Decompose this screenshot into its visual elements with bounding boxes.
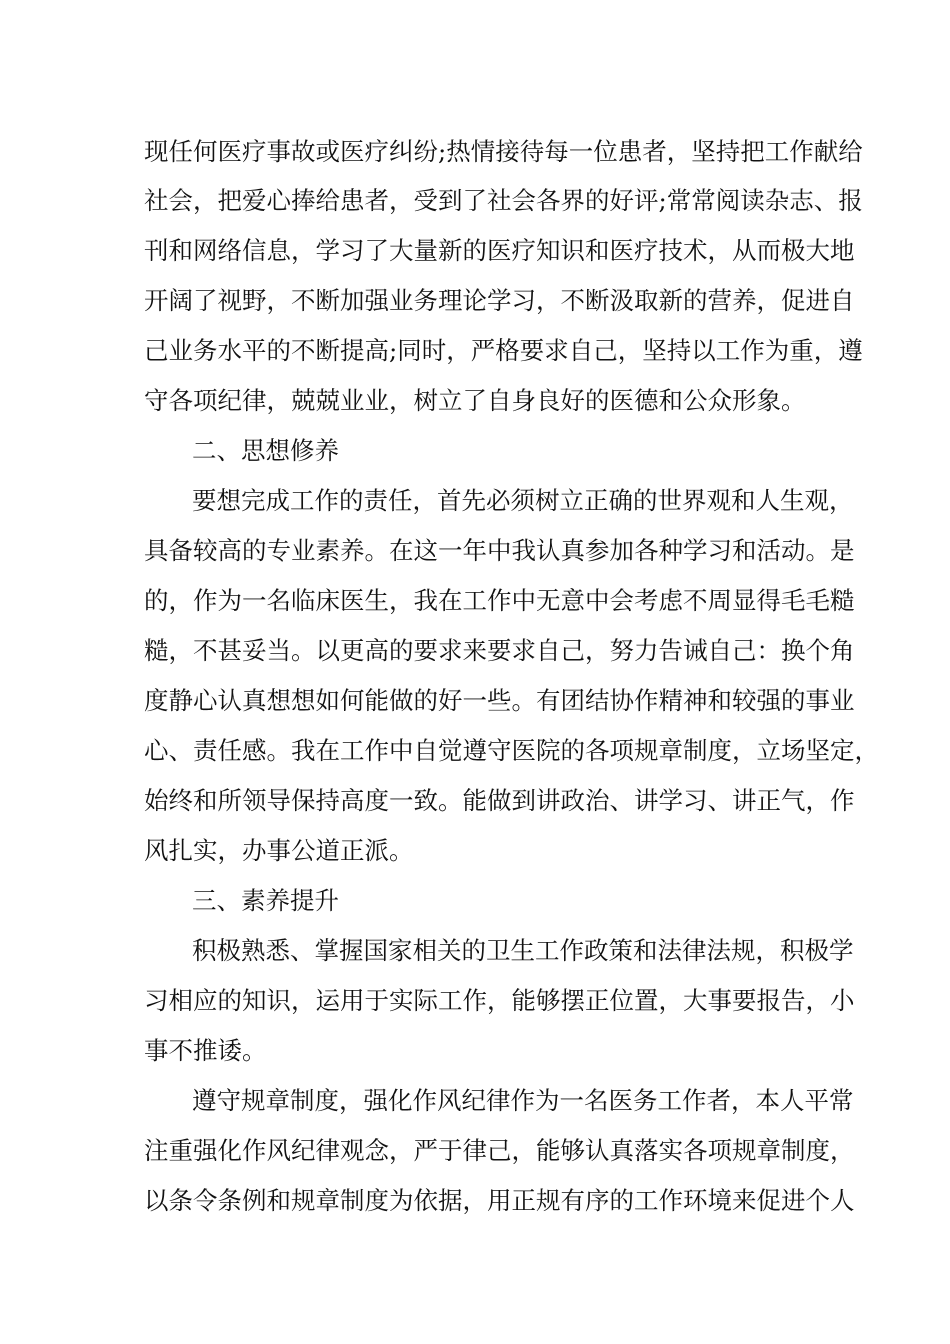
body-text-line: 以条令条例和规章制度为依据，用正规有序的工作环境来促进个人 bbox=[144, 1186, 855, 1215]
body-text-line: 注重强化作风纪律观念，严于律己，能够认真落实各项规章制度， bbox=[144, 1136, 855, 1165]
body-text-line: 刊和网络信息，学习了大量新的医疗知识和医疗技术，从而极大地 bbox=[144, 236, 855, 265]
section-heading: 二、思想修养 bbox=[192, 436, 339, 465]
body-text-line: 现任何医疗事故或医疗纠纷;热情接待每一位患者，坚持把工作献给 bbox=[144, 137, 863, 166]
body-text-line: 守各项纪律，兢兢业业，树立了自身良好的医德和公众形象。 bbox=[144, 386, 806, 415]
body-text-line: 度静心认真想想如何能做的好一些。有团结协作精神和较强的事业 bbox=[144, 686, 855, 715]
body-text-line: 具备较高的专业素养。在这一年中我认真参加各种学习和活动。是 bbox=[144, 536, 855, 565]
body-text-line: 事不推诿。 bbox=[144, 1036, 267, 1065]
body-text-line: 的，作为一名临床医生，我在工作中无意中会考虑不周显得毛毛糙 bbox=[144, 586, 855, 615]
body-text-line: 风扎实，办事公道正派。 bbox=[144, 836, 414, 865]
body-text-line: 社会，把爱心捧给患者，受到了社会各界的好评;常常阅读杂志、报 bbox=[144, 186, 863, 215]
section-heading: 三、素养提升 bbox=[192, 886, 339, 915]
body-text-line: 始终和所领导保持高度一致。能做到讲政治、讲学习、讲正气，作 bbox=[144, 786, 855, 815]
body-text-line: 要想完成工作的责任，首先必须树立正确的世界观和人生观， bbox=[192, 486, 854, 515]
body-text-line: 己业务水平的不断提高;同时，严格要求自己，坚持以工作为重，遵 bbox=[144, 336, 863, 365]
body-text-line: 积极熟悉、掌握国家相关的卫生工作政策和法律法规，积极学 bbox=[192, 936, 854, 965]
body-text-line: 遵守规章制度，强化作风纪律作为一名医务工作者，本人平常 bbox=[192, 1086, 854, 1115]
body-text-line: 习相应的知识，运用于实际工作，能够摆正位置，大事要报告，小 bbox=[144, 986, 855, 1015]
body-text-line: 开阔了视野，不断加强业务理论学习，不断汲取新的营养，促进自 bbox=[144, 286, 855, 315]
body-text-line: 心、责任感。我在工作中自觉遵守医院的各项规章制度，立场坚定， bbox=[144, 736, 879, 765]
body-text-line: 糙，不甚妥当。以更高的要求来要求自己，努力告诫自己：换个角 bbox=[144, 636, 855, 665]
